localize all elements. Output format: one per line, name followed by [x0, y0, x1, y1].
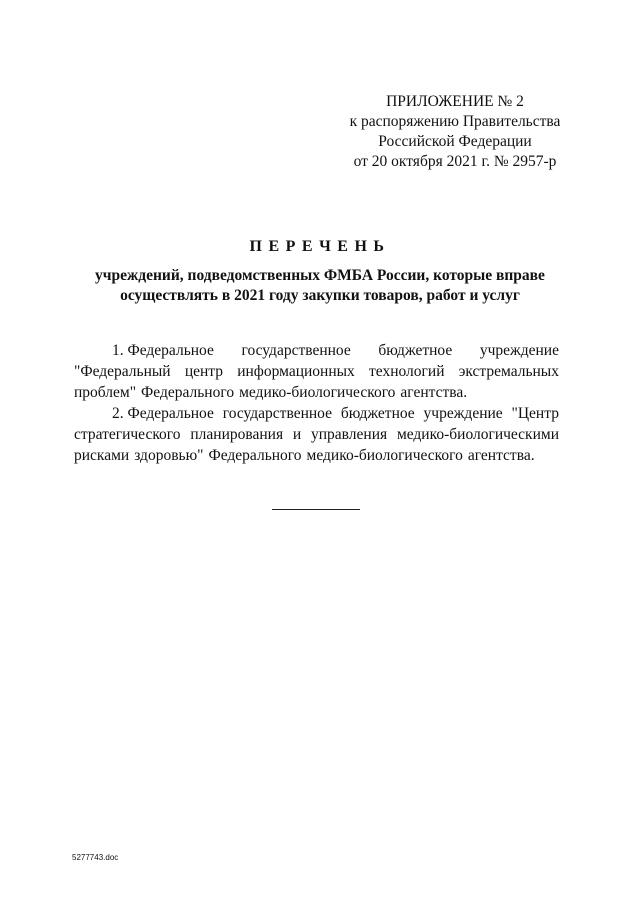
item-line: [74, 340, 559, 361]
appendix-line-4: от 20 октября 2021 г. № 2957-р: [353, 153, 557, 170]
word: рисками: [74, 447, 130, 464]
word: медико-биологического: [239, 384, 396, 401]
word: учреждение: [479, 342, 559, 359]
subtitle-line-2: осуществлять в 2021 году закупки товаров, работ и услуг: [120, 287, 520, 304]
list-item: [74, 403, 559, 466]
document-body: [74, 340, 559, 466]
word: управления: [311, 426, 388, 443]
word: и: [292, 426, 302, 443]
word: бюджетное: [340, 405, 415, 422]
word: экстремальных: [458, 363, 559, 380]
item-line: [74, 382, 559, 403]
appendix-title: ПРИЛОЖЕНИЕ № 2: [386, 93, 524, 110]
item-line: [74, 403, 559, 424]
word: планирования: [190, 426, 284, 443]
word: проблем": [74, 384, 137, 401]
word: информационных: [237, 363, 355, 380]
subtitle-line-1: учреждений, подведомственных ФМБА России, которые вправе: [95, 267, 545, 284]
document-subtitle: [70, 266, 570, 306]
word: 2. Федеральное: [112, 405, 214, 422]
word: государственное: [222, 405, 332, 422]
word: центр: [184, 363, 223, 380]
item-line: [74, 424, 559, 445]
word: Федерального: [141, 384, 235, 401]
word: бюджетное: [378, 342, 453, 359]
item-line: [74, 445, 559, 466]
word: стратегического: [74, 426, 181, 443]
appendix-line-3: Российской Федерации: [378, 133, 532, 150]
word: здоровью": [134, 447, 204, 464]
word: агентства.: [400, 384, 468, 401]
word: "Федеральный: [74, 363, 171, 380]
separator-line: [272, 509, 360, 510]
list-item: [74, 340, 559, 403]
document-title: ПЕРЕЧЕНЬ: [249, 238, 391, 255]
appendix-line-2: к распоряжению Правительства: [349, 113, 561, 130]
word: учреждение: [423, 405, 503, 422]
word: медико-биологическими: [396, 426, 559, 443]
document-file-number: 5277743.doc: [72, 853, 119, 862]
word: Федерального: [208, 447, 302, 464]
word: медико-биологического: [306, 447, 463, 464]
word: технологий: [369, 363, 445, 380]
word: агентства.: [467, 447, 535, 464]
item-line: [74, 361, 559, 382]
word: государственное: [241, 342, 351, 359]
appendix-header: [340, 92, 570, 172]
word: "Центр: [511, 405, 559, 422]
word: 1. Федеральное: [112, 342, 214, 359]
